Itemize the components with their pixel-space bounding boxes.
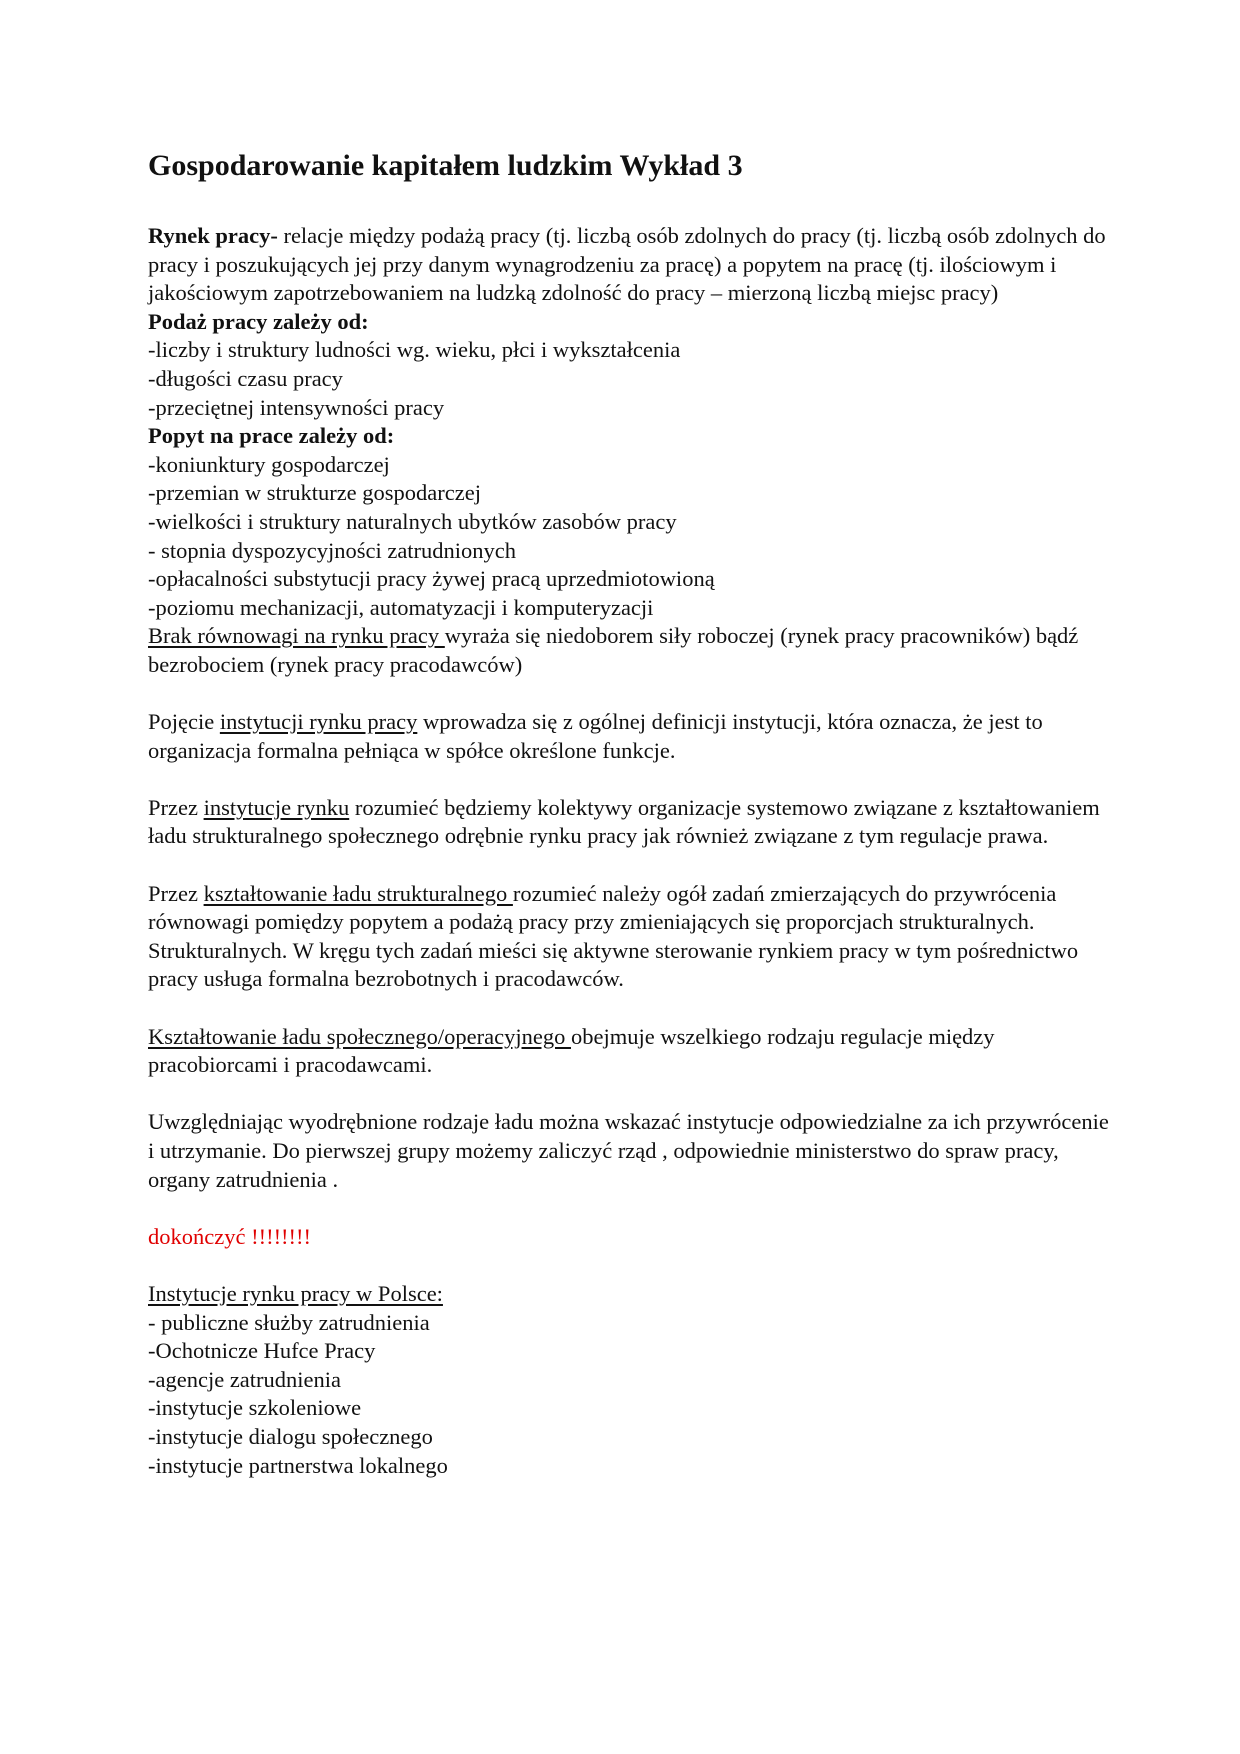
paragraph-text: Pojęcie xyxy=(148,709,220,735)
underlined-term: instytucji rynku pracy xyxy=(219,709,418,735)
podaz-heading: Podaż pracy zależy od: xyxy=(148,308,369,334)
list-item: -koniunktury gospodarczej xyxy=(148,451,390,477)
todo-note: dokończyć !!!!!!!! xyxy=(148,1223,312,1249)
list-item: -instytucje szkoleniowe xyxy=(148,1395,362,1421)
list-item: -długości czasu pracy xyxy=(148,365,343,391)
paragraph-text: Przez xyxy=(148,794,204,820)
list-item: -wielkości i struktury naturalnych ubytków zasobów pracy xyxy=(148,508,677,534)
list-item: -instytucje partnerstwa lokalnego xyxy=(148,1452,448,1478)
list-item: - stopnia dyspozycyjności zatrudnionych xyxy=(148,537,517,563)
paragraph-instytucje-pojecie xyxy=(148,708,1120,765)
paragraph-text: rozumieć należy ogół zadań zmierzających do przywrócenia równowagi pomiędzy popytem a podażą pracy przy zmieniających się proporcjach strukturalnych. Strukturalnych. W kręgu tych zadań mieści się aktywne sterowanie rynkiem pracy w tym pośrednictwo pracy usługa formalna bezrobotnych i pracodawców. xyxy=(148,880,1079,992)
list-item: -liczby i struktury ludności wg. wieku, płci i wykształcenia xyxy=(148,337,681,363)
list-item: -opłacalności substytucji pracy żywej pracą uprzedmiotowioną xyxy=(148,566,715,592)
paragraph-brak-rownowagi xyxy=(148,622,1120,679)
page-title: Gospodarowanie kapitałem ludzkim Wykład 3 xyxy=(148,149,743,182)
rynek-pracy-text: relacje między podażą pracy (tj. liczbą osób zdolnych do pracy (tj. liczbą osób zdolnych do pracy i poszukujących jej przy danym wynagrodzeniu za pracę) a popytem na pracę (tj. ilościowym i jakościowym zapotrzebowaniem na ludzką zdolność do pracy – mierzoną liczbą miejsc pracy) xyxy=(148,223,1106,306)
list-item: -przeciętnej intensywności pracy xyxy=(148,394,445,420)
paragraph-lad-spoleczny xyxy=(148,1023,1120,1080)
rynek-pracy-term: Rynek pracy- xyxy=(148,223,278,248)
list-item: -przemian w strukturze gospodarczej xyxy=(148,480,481,506)
rynek-pracy-definition xyxy=(148,222,1120,308)
instytucje-heading: Instytucje rynku pracy w Polsce: xyxy=(148,1280,443,1306)
instytucje-list xyxy=(148,1309,1120,1481)
list-item: -Ochotnicze Hufce Pracy xyxy=(148,1338,376,1364)
popyt-heading: Popyt na prace zależy od: xyxy=(148,423,395,449)
paragraph-text: wprowadza się z ogólnej definicji instytucji, która oznacza, że jest to organizacja formalna pełniąca w spółce określone funkcje. xyxy=(148,709,1043,763)
paragraph-instytucje-rynku xyxy=(148,794,1120,851)
underlined-term: Brak równowagi na rynku pracy xyxy=(148,623,445,649)
paragraph-text: rozumieć będziemy kolektywy organizacje systemowo związane z kształtowaniem ładu strukturalnego społecznego odrębnie rynku pracy jak również związane z tym regulacje prawa. xyxy=(148,794,1100,849)
paragraph-uwzgledniajac: Uwzględniając wyodrębnione rodzaje ładu można wskazać instytucje odpowiedzialne za ich przywrócenie i utrzymanie. Do pierwszej grupy możemy zaliczyć rząd , odpowiednie ministerstwo do spraw pracy, organy zatrudnienia . xyxy=(148,1109,1109,1192)
paragraph-text: wyraża się niedoborem siły roboczej (rynek pracy pracowników) bądź bezrobociem (rynek pracy pracodawców) xyxy=(148,623,1079,677)
list-item: -instytucje dialogu społecznego xyxy=(148,1423,433,1449)
popyt-list xyxy=(148,451,1120,623)
list-item: -poziomu mechanizacji, automatyzacji i komputeryzacji xyxy=(148,594,654,620)
list-item: -agencje zatrudnienia xyxy=(148,1366,342,1392)
underlined-term: kształtowanie ładu strukturalnego xyxy=(203,880,513,906)
paragraph-text: obejmuje wszelkiego rodzaju regulacje między pracobiorcami i pracodawcami. xyxy=(148,1023,995,1078)
list-item: - publiczne służby zatrudnienia xyxy=(148,1309,430,1335)
podaz-list xyxy=(148,336,1120,422)
underlined-term: Kształtowanie ładu społecznego/operacyjnego xyxy=(148,1023,571,1049)
paragraph-lad-strukturalny xyxy=(148,880,1120,994)
paragraph-text: Przez xyxy=(148,880,204,906)
underlined-term: instytucje rynku xyxy=(203,794,350,820)
